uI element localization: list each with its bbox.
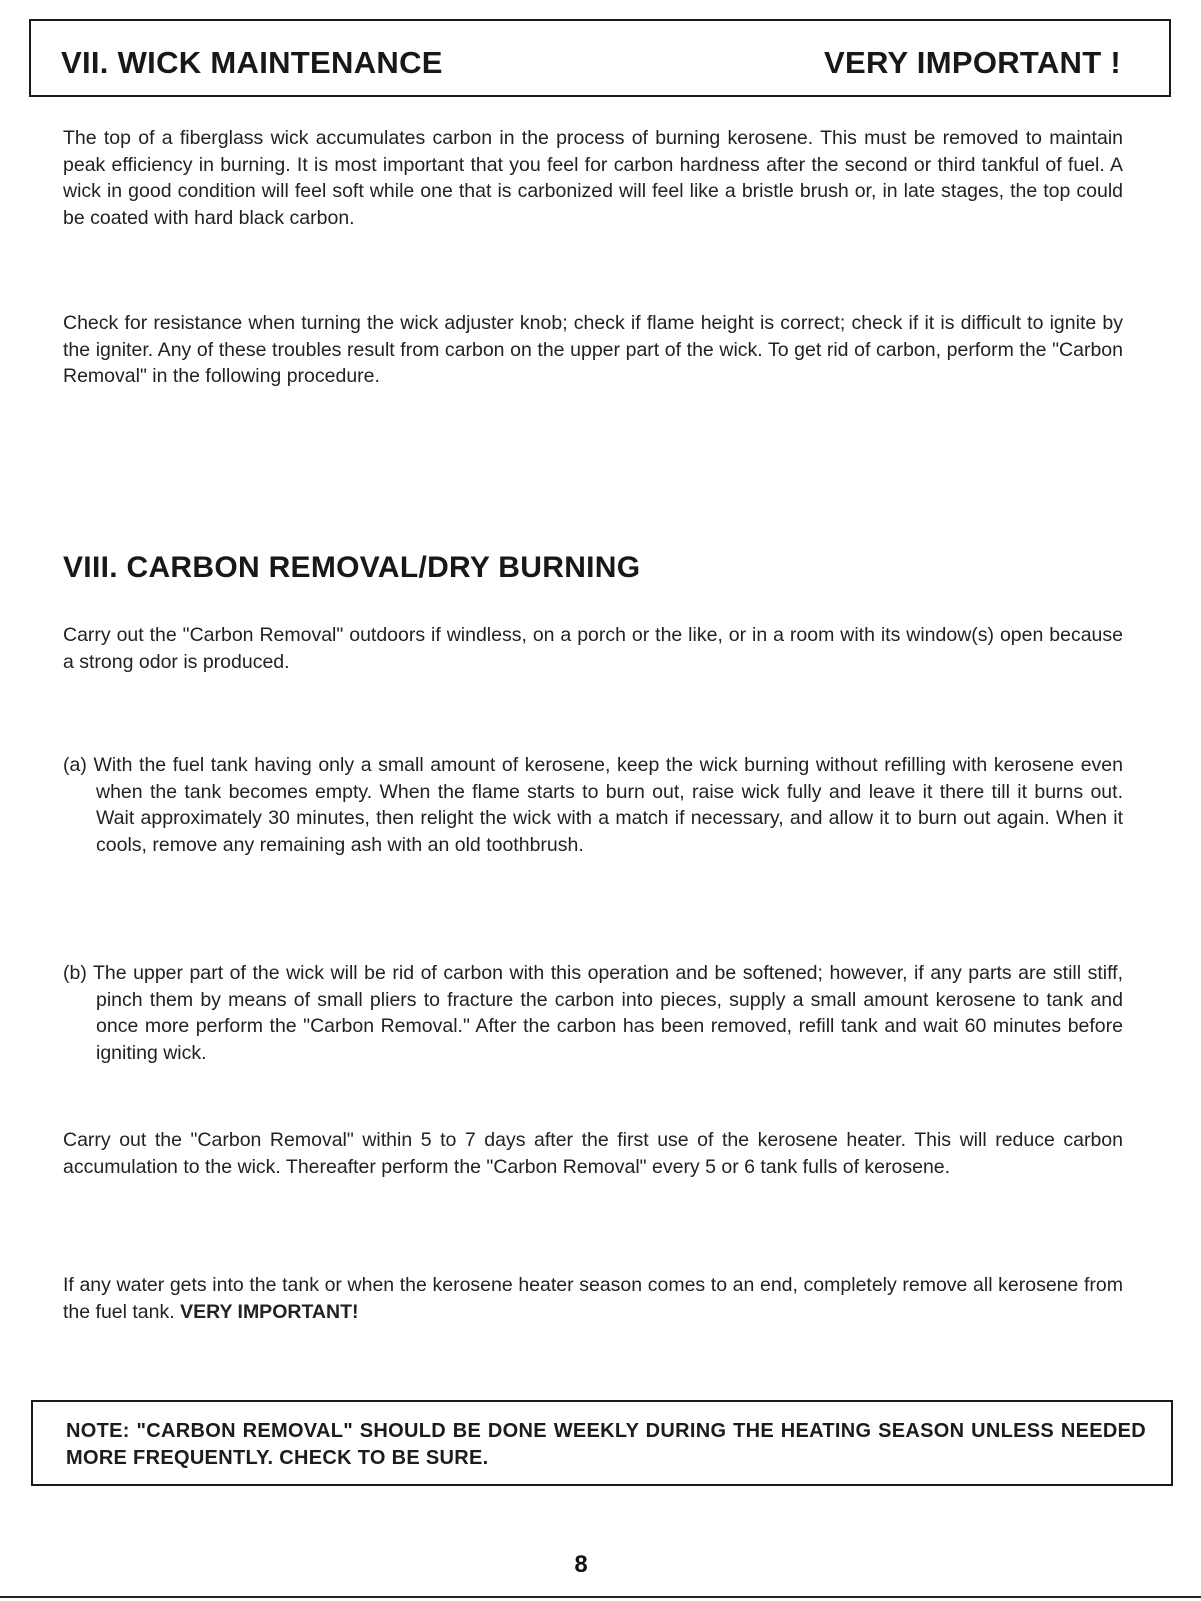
step-a: (a) With the fuel tank having only a small amount of kerosene, keep the wick burning without refilling with kerosene even when the tank becomes empty. When the flame starts to burn out, raise wick fully and leave it there till it burns out. Wait approximately 30 minutes, then relight the wick with a match if necessary, and allow it to burn out again. When it cools, remove any remaining ash with an old toothbrush. <box>63 754 1123 856</box>
wick-paragraph-2: Check for resistance when turning the wick adjuster knob; check if flame height is correct; check if it is difficult to ignite by the igniter. Any of these troubles result from carbon on the upper part of the wick. To get rid of carbon, perform the "Carbon Removal" in the following procedure. <box>63 312 1123 388</box>
water-warning-text: If any water gets into the tank or when the kerosene heater season comes to an end, completely remove all kerosene from the fuel tank. <box>63 1274 1123 1323</box>
wick-paragraph-1: The top of a fiberglass wick accumulates carbon in the process of burning kerosene. This must be removed to maintain peak efficiency in burning. It is most important that you feel for carbon hardness after the second or third tankful of fuel. A wick in good condition will feel soft while one that is carbonized will feel like a bristle brush or, in late stages, the top could be coated with hard black carbon. <box>63 127 1123 229</box>
note-text: NOTE: "CARBON REMOVAL" SHOULD BE DONE WEEKLY DURING THE HEATING SEASON UNLESS NEEDED MORE FREQUENTLY. CHECK TO BE SURE. <box>66 1420 1146 1469</box>
carbon-removal-intro: Carry out the "Carbon Removal" outdoors if windless, on a porch or the like, or in a room with its window(s) open because a strong odor is produced. <box>63 624 1123 673</box>
step-b: (b) The upper part of the wick will be rid of carbon with this operation and be softened; however, if any parts are still stiff, pinch them by means of small pliers to fracture the carbon into pieces, supply a small amount kerosene to tank and once more perform the "Carbon Removal." After the carbon has been removed, refill tank and wait 60 minutes before igniting wick. <box>63 962 1123 1064</box>
section-title-wick-maintenance: VII. WICK MAINTENANCE <box>61 45 443 80</box>
section-header-box <box>29 19 1171 97</box>
important-flag: VERY IMPORTANT ! <box>823 45 1121 80</box>
bottom-rule <box>0 1596 1201 1598</box>
water-warning-emphasis: VERY IMPORTANT! <box>180 1300 359 1323</box>
page-number: 8 <box>574 1551 588 1578</box>
water-warning <box>63 1272 1123 1325</box>
carbon-removal-schedule: Carry out the "Carbon Removal" within 5 to 7 days after the first use of the kerosene heater. This will reduce carbon accumulation to the wick. Thereafter perform the "Carbon Removal" every 5 or 6 tank fulls of kerosene. <box>63 1129 1123 1178</box>
section-title-carbon-removal: VIII. CARBON REMOVAL/DRY BURNING <box>63 551 641 584</box>
note-box <box>31 1400 1173 1486</box>
